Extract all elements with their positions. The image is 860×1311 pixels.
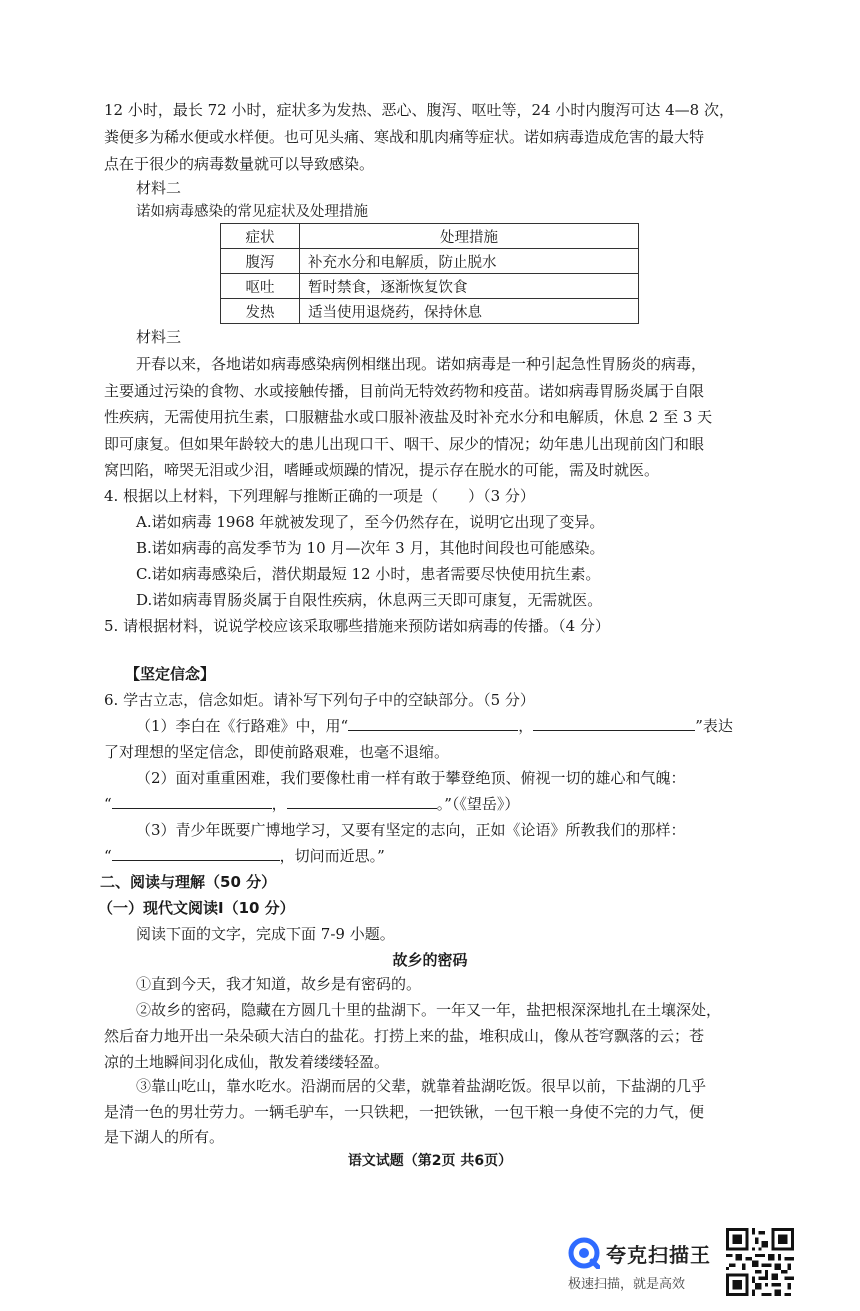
part-heading: 二、阅读与理解（50 分）	[100, 873, 277, 891]
text-line: 窝凹陷，啼哭无泪或少泪，嗜睡或烦躁的情况，提示存在脱水的可能，需及时就医。	[104, 461, 660, 479]
instruction: 阅读下面的文字，完成下面 7-9 小题。	[136, 925, 395, 943]
article-title: 故乡的密码	[392, 951, 468, 969]
quark-logo-icon	[568, 1237, 600, 1269]
fill-line-1: （1）李白在《行路难》中，用“ ， ”表达	[136, 712, 796, 741]
table-caption: 诺如病毒感染的常见症状及处理措施	[136, 204, 368, 220]
material-label: 材料三	[136, 328, 182, 346]
blank-field	[533, 714, 695, 731]
page-footer: 语文试题（第2页 共6页）	[347, 1153, 513, 1169]
option-c: C.诺如病毒感染后，潜伏期最短 12 小时，患者需要尽快使用抗生素。	[136, 565, 601, 583]
blank-field	[112, 792, 272, 809]
text-line: 开春以来，各地诺如病毒感染病例相继出现。诺如病毒是一种引起急性胃肠炎的病毒，	[136, 355, 707, 373]
question-5: 5. 请根据材料，说说学校应该采取哪些措施来预防诺如病毒的传播。（4 分）	[104, 617, 610, 635]
text-line: 性疾病，无需使用抗生素，口服糖盐水或口服补液盐及时补充水分和电解质，休息 2 至 3 天	[104, 408, 713, 426]
table-row	[221, 299, 639, 324]
fill-line-3: “ ，切问而近思。”	[104, 842, 764, 871]
text-line: 即可康复。但如果年龄较大的患儿出现口干、咽干、尿少的情况；幼年患儿出现前囟门和眼	[104, 435, 705, 453]
text-line: 凉的土地瞬间羽化成仙，散发着缕缕轻盈。	[104, 1053, 390, 1071]
blank-field	[112, 844, 280, 861]
question-6: 6. 学古立志，信念如炬。请补写下列句子中的空缺部分。（5 分）	[104, 691, 535, 709]
option-d: D.诺如病毒胃肠炎属于自限性疾病，休息两三天即可康复，无需就医。	[136, 591, 603, 609]
text-line: 是下湖人的所有。	[104, 1128, 225, 1146]
table-row	[221, 274, 639, 299]
table-cell: 适当使用退烧药，保持休息	[300, 299, 639, 324]
option-a: A.诺如病毒 1968 年就被发现了，至今仍然存在，说明它出现了变异。	[136, 513, 605, 531]
text-line: （3）青少年既要广博地学习，又要有坚定的志向，正如《论语》所教我们的那样：	[136, 821, 686, 839]
text-line: 然后奋力地开出一朵朵硕大洁白的盐花。打捞上来的盐，堆积成山，像从苍穹飘落的云；苍	[104, 1027, 705, 1045]
paragraph: ②故乡的密码，隐藏在方圆几十里的盐湖下。一年又一年，盐把根深深地扎在土壤深处，	[136, 1001, 722, 1019]
blank-field	[287, 792, 437, 809]
text-line: 是清一色的男壮劳力。一辆毛驴车，一只铁耙，一把铁锹，一包干粮一身使不完的力气，便	[104, 1103, 705, 1121]
brand-name: 夸克扫描王	[606, 1243, 711, 1267]
table-row	[221, 249, 639, 274]
text-line: 12 小时，最长 72 小时，症状多为发热、恶心、腹泻、呕吐等，24 小时内腹泻可达 4—8 次，	[104, 101, 734, 119]
table-cell: 发热	[221, 299, 300, 324]
table-cell: 补充水分和电解质，防止脱水	[300, 249, 639, 274]
subpart-heading: （一）现代文阅读Ⅰ（10 分）	[98, 899, 295, 917]
table-header-cell: 症状	[221, 224, 300, 249]
table-cell: 暂时禁食，逐渐恢复饮食	[300, 274, 639, 299]
text-line: 点在于很少的病毒数量就可以导致感染。	[104, 155, 375, 173]
question-4: 4. 根据以上材料，下列理解与推断正确的一项是（ ）（3 分）	[104, 487, 535, 505]
text-line: （2）面对重重困难，我们要像杜甫一样有敢于攀登绝顶、俯视一切的雄心和气魄：	[136, 769, 686, 787]
scanner-watermark	[568, 1233, 718, 1293]
fill-line-2: “ ， 。”（《望岳》）	[104, 790, 764, 819]
text-line: 粪便多为稀水便或水样便。也可见头痛、寒战和肌肉痛等症状。诺如病毒造成危害的最大特	[104, 128, 705, 146]
table-header-row	[221, 224, 639, 249]
paragraph: ③靠山吃山，靠水吃水。沿湖而居的父辈，就靠着盐湖吃饭。很早以前，下盐湖的几乎	[136, 1077, 707, 1095]
symptom-table	[220, 223, 639, 324]
qr-code-icon	[726, 1228, 794, 1296]
text-line: 主要通过污染的食物、水或接触传播，目前尚无特效药物和疫苗。诺如病毒胃肠炎属于自限	[104, 382, 705, 400]
material-label: 材料二	[136, 179, 182, 197]
brand-slogan: 极速扫描，就是高效	[568, 1277, 686, 1292]
table-cell: 呕吐	[221, 274, 300, 299]
table-header-cell: 处理措施	[300, 224, 639, 249]
paragraph: ①直到今天，我才知道，故乡是有密码的。	[136, 975, 422, 993]
text-line: 了对理想的坚定信念，即使前路艰难，也毫不退缩。	[104, 743, 450, 761]
table-cell: 腹泻	[221, 249, 300, 274]
blank-field	[348, 714, 518, 731]
section-heading: 【坚定信念】	[125, 665, 216, 683]
option-b: B.诺如病毒的高发季节为 10 月—次年 3 月，其他时间段也可能感染。	[136, 539, 605, 557]
